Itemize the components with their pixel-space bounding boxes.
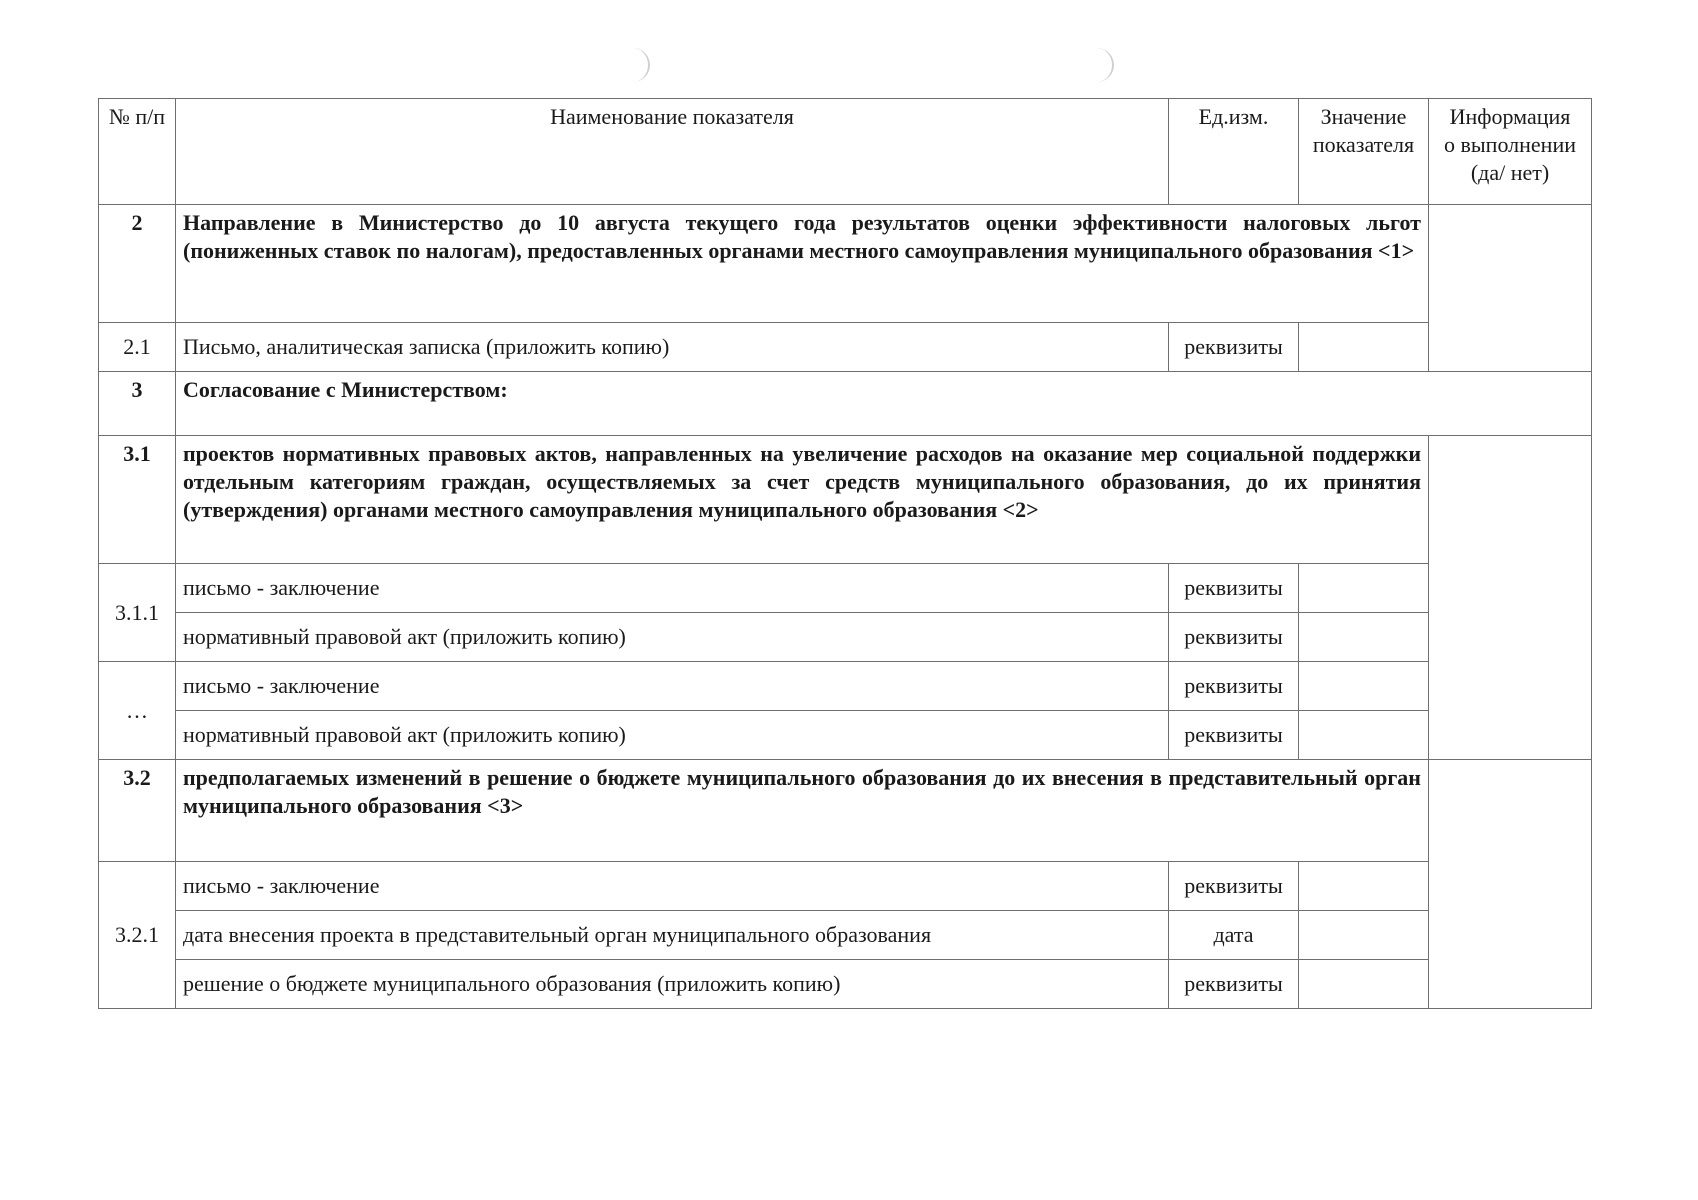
- row-name: Согласование с Министерством:: [176, 372, 1592, 436]
- table-row: [99, 862, 1592, 911]
- row-unit: реквизиты: [1169, 960, 1299, 1009]
- row-name: нормативный правовой акт (приложить копию): [176, 711, 1169, 760]
- value-cell: [1299, 613, 1429, 662]
- info-cell: [1429, 436, 1592, 760]
- table-row: [99, 613, 1592, 662]
- row-unit: реквизиты: [1169, 862, 1299, 911]
- row-unit: реквизиты: [1169, 323, 1299, 372]
- row-number: …: [99, 662, 176, 760]
- header-name: Наименование показателя: [176, 99, 1169, 205]
- info-cell: [1429, 760, 1592, 1009]
- row-name: решение о бюджете муниципального образования (приложить копию): [176, 960, 1169, 1009]
- row-name: дата внесения проекта в представительный орган муниципального образования: [176, 911, 1169, 960]
- table-row: [99, 711, 1592, 760]
- row-name: предполагаемых изменений в решение о бюджете муниципального образования до их внесения в представительный орган муниципального образования <3>: [176, 760, 1429, 862]
- row-number: 2: [99, 205, 176, 323]
- value-cell: [1299, 862, 1429, 911]
- table-row: [99, 436, 1592, 564]
- scan-artifact: [1096, 48, 1114, 82]
- row-name: нормативный правовой акт (приложить копию): [176, 613, 1169, 662]
- table-row: [99, 760, 1592, 862]
- table-row: [99, 372, 1592, 436]
- header-value: Значение показателя: [1299, 99, 1429, 205]
- row-name: письмо - заключение: [176, 862, 1169, 911]
- header-num: № п/п: [99, 99, 176, 205]
- row-name: Письмо, аналитическая записка (приложить копию): [176, 323, 1169, 372]
- row-number: 3.2.1: [99, 862, 176, 1009]
- row-name: Направление в Министерство до 10 августа текущего года результатов оценки эффективности налоговых льгот (пониженных ставок по налогам), предоставленных органами местного самоуправления муниципального образования <1>: [176, 205, 1429, 323]
- row-unit: реквизиты: [1169, 564, 1299, 613]
- value-cell: [1299, 564, 1429, 613]
- row-number: 2.1: [99, 323, 176, 372]
- scan-artifact: [632, 48, 650, 82]
- table-row: [99, 911, 1592, 960]
- table-row: [99, 662, 1592, 711]
- row-unit: реквизиты: [1169, 613, 1299, 662]
- row-number: 3.1: [99, 436, 176, 564]
- header-info: Информация о выполнении (да/ нет): [1429, 99, 1592, 205]
- row-name: проектов нормативных правовых актов, направленных на увеличение расходов на оказание мер социальной поддержки отдельным категориям граждан, осуществляемых за счет средств муниципального образования, до их принятия (утверждения) органами местного самоуправления муниципального образования <2>: [176, 436, 1429, 564]
- table-row: [99, 564, 1592, 613]
- row-number: 3: [99, 372, 176, 436]
- value-cell: [1299, 960, 1429, 1009]
- value-cell: [1299, 711, 1429, 760]
- value-cell: [1299, 662, 1429, 711]
- value-cell: [1299, 323, 1429, 372]
- value-cell: [1299, 911, 1429, 960]
- row-unit: реквизиты: [1169, 711, 1299, 760]
- indicators-table: [98, 98, 1592, 1009]
- row-number: 3.2: [99, 760, 176, 862]
- table-row: [99, 205, 1592, 323]
- table-header-row: [99, 99, 1592, 205]
- table-row: [99, 323, 1592, 372]
- table-row: [99, 960, 1592, 1009]
- row-name: письмо - заключение: [176, 662, 1169, 711]
- header-unit: Ед.изм.: [1169, 99, 1299, 205]
- row-number: 3.1.1: [99, 564, 176, 662]
- row-unit: дата: [1169, 911, 1299, 960]
- info-cell: [1429, 205, 1592, 372]
- row-name: письмо - заключение: [176, 564, 1169, 613]
- row-unit: реквизиты: [1169, 662, 1299, 711]
